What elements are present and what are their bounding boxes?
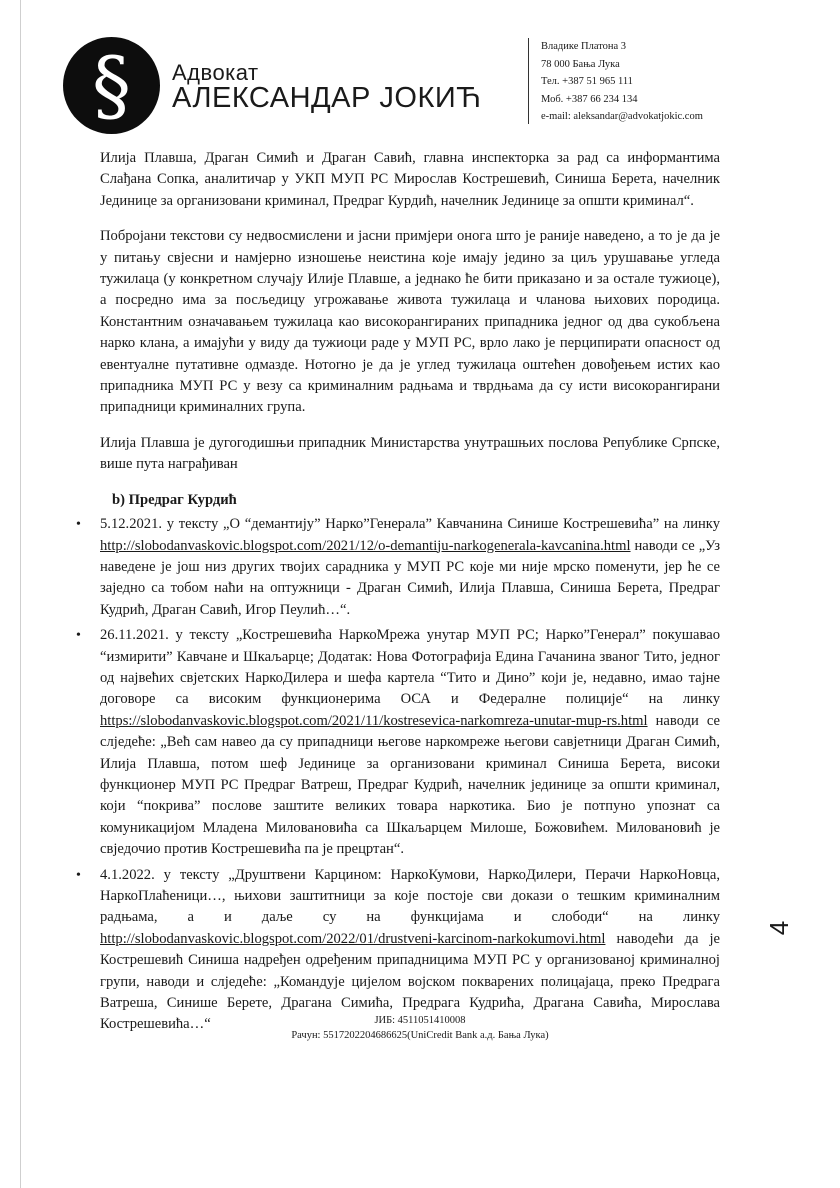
contact-city: 78 000 Бања Лука [541, 58, 620, 70]
contact-block [528, 38, 703, 124]
lawyer-role: Адвокат [172, 60, 259, 85]
bullet-icon: • [76, 517, 81, 533]
article-link[interactable]: http://slobodanvaskovic.blogspot.com/2022/01/drustveni-karcinom-narkokumovi.html [100, 930, 606, 947]
item-text: наводи се слједеће: „Већ сам навео да су припадници његове наркомреже његови савјетници Драган Симић, Илија Плавша, потом шеф Јединице за организовани криминал Синиша Берета, високи функционер МУП РС Предраг Ватреш, Предраг Кудрић, начелник јединице за општи криминал, који “покрива” послове заштите великих товара наркотика. Био је потпуно упознат са комуникацијом Младена Миловановића са Шкаљарцем Милоше, Божовићем. Миловановић је свједочио против Кострешевића па је прецртан“. [100, 712, 720, 858]
bullet-icon: • [76, 628, 81, 644]
bullet-icon: • [76, 867, 81, 883]
logo-symbol: § [92, 40, 131, 131]
section-heading: b) Предраг Курдић [112, 491, 237, 508]
footer-jib: ЈИБ: 4511051410008 [374, 1015, 466, 1026]
document-body [76, 148, 720, 1040]
article-link[interactable]: https://slobodanvaskovic.blogspot.com/2021/11/kostresevica-narkomreza-unutar-mup-rs.html [100, 712, 648, 729]
item-text: 4.1.2022. у тексту „Друштвени Карцином: НаркоКумови, НаркоДилери, Перачи НаркоНовца, НаркоПлаћеници…, њихови заштитници за које постоје сви докази о тешким криминалним радњама, а и даље су на функцијама и слободи“ на линку [100, 866, 720, 926]
page-number: 4 [764, 920, 794, 936]
article-link[interactable]: http://slobodanvaskovic.blogspot.com/2021/12/o-demantiju-narkogenerala-kavcanina.html [100, 537, 631, 554]
item-text: наводећи да је Кострешевић Синиша надређен одређеним припадницима МУП РС у организованој криминалној групи, наводи и слједеће: „Командује цијелом војском покварених полицајаца, преко Предрага Ватреша, Синише Берете, Драгана Симића, Предрага Кудрића, Драгана Савића, Мирослава Кострешевића…“ [100, 930, 720, 1033]
paragraph-1: Илија Плавша, Драган Симић и Драган Савић, главна инспекторка за рад са информантима Слађана Сопка, аналитичар у УКП МУП РС Мирослав Кострешевић, Синиша Берета, начелник Јединице за организовани криминал, Предраг Курдић, начелник Јединице за општи криминал“. [100, 150, 720, 209]
contact-phone: Тел. +387 51 965 111 [541, 76, 633, 88]
contact-address: Владике Платона 3 [541, 41, 627, 52]
contact-mobile: Моб. +387 66 234 134 [541, 93, 638, 105]
paragraph-3: Илија Плавша је дугогодишњи припадник Министарства унутрашњих послова Републике Српске, више пута награђиван [100, 434, 720, 473]
citations-list [76, 514, 720, 1036]
paragraph-sign-logo [63, 37, 160, 134]
item-text: 5.12.2021. у тексту „О “демантију” Нарко”Генерала” Кавчанина Синише Кострешевића” на линку [100, 516, 720, 533]
paragraph-2: Побројани текстови су недвосмислени и јасни примјери онога што је раније наведено, а то је да је у питању свјесни и намјерно изношење неистина које имају једино за циљ урушавање угледа тужилаца (у конкретном случају Илије Плавше, а једнако ће бити приказано и за остале тужиоце), а посредно има за посљедицу угрожавање живота тужилаца и чланова њихових породица. Константним означавањем тужилаца као високорангираних припадника једног од два сукобљена нарко клана, а имајући у виду да тужиоци раде у МУП РС, врло лако је перципирати опасност од евентуалне путативне одмазде. Нотorно је да је углед тужилаца оштећен довођењем истих као припадника МУП РС у везу са криминалним радњама и тврдњама да су исти високорангирани припадници криминалних група. [100, 228, 720, 416]
footer-account: Рачун: 5517202204686625(UniCredit Bank а.д. Бања Лука) [291, 1030, 549, 1041]
list-item [76, 514, 720, 621]
item-text: наводи се „Уз наведене је још низ других твојих сарадника у МУП РС које ми није мрско поменути, јер ће се заједно са тобом наћи на оптужници - Драган Симић, Илија Плавша, Синиша Берета, Предраг Кудрић, Драган Савић, Игор Пеулић…“. [100, 537, 720, 618]
lawyer-name: АЛЕКСАНДАР ЈОКИЋ [172, 82, 482, 114]
scan-edge [20, 0, 21, 1188]
list-item [76, 865, 720, 1036]
list-item [76, 625, 720, 860]
footer [0, 1013, 840, 1043]
contact-email: e-mail: aleksandar@advokatjokic.com [541, 111, 703, 123]
item-text: 26.11.2021. у тексту „Кострешевића НаркоМрежа унутар МУП РС; Нарко”Генерал” покушавао “измирити” Кавчане и Шкаљарце; Додатак: Нова Фотографија Едина Гачанина званог Тито, једног од највећих свјетских НаркоДилера и шефа картела “Тито и Дино” који је, недавно, имао тајне договоре са високим функционерима ОСА и Федералне полиције“ на линку [100, 627, 720, 708]
